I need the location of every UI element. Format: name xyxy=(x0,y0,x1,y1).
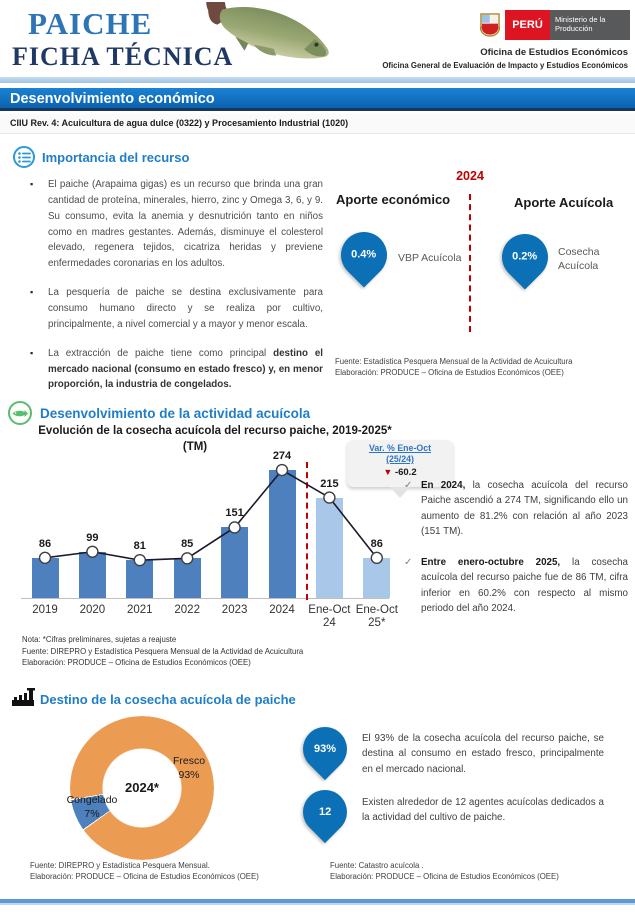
badge-12-text: Existen alrededor de 12 agentes acuícolas dedicados a la actividad del cultivo de paiche. xyxy=(362,797,604,824)
x-axis-label: Ene-Oct 24 xyxy=(308,604,351,630)
office-line-1: Oficina de Estudios Económicos xyxy=(480,47,628,58)
agents-12-pin-badge xyxy=(294,781,356,843)
factory-icon xyxy=(12,688,36,713)
office-line-2: Oficina General de Evaluación de Impacto y Estudios Económicos xyxy=(382,61,628,70)
bar-value-label: 274 xyxy=(272,450,292,463)
x-axis-label: 2019 xyxy=(32,604,58,616)
congelado-label: Congelado 7% xyxy=(66,794,118,821)
bar-2022 xyxy=(174,558,201,598)
agents-12-value: 12 xyxy=(318,806,332,818)
peru-coat-of-arms-icon xyxy=(478,10,502,40)
variation-label-1: Var. % Ene-Oct xyxy=(368,443,432,453)
bar-2021 xyxy=(126,560,153,598)
actividad-title: Desenvolvimiento de la actividad acuícola xyxy=(40,406,311,421)
badges-source: Fuente: Catastro acuícola . Elaboración: PRODUCE – Oficina de Estudios Económicos (OEE) xyxy=(330,861,559,882)
fresco-label: Fresco 93% xyxy=(172,755,206,782)
bar-Ene-Oct 24 xyxy=(316,498,343,598)
list-icon xyxy=(13,146,35,168)
list-item: ▪ La extracción de paiche tiene como principal destino el mercado nacional (consumo en estado fresco) y, en menor proporción, la industria de congelados. xyxy=(28,346,323,394)
destino-title: Destino de la cosecha acuícola de paiche xyxy=(40,692,296,707)
vbp-pin-badge xyxy=(331,222,396,287)
x-axis-label: 2024 xyxy=(269,604,295,616)
aporte-year: 2024 xyxy=(456,169,484,183)
ciiu-banner: CIIU Rev. 4: Acuicultura de agua dulce (0322) y Procesamiento Industrial (1020) xyxy=(0,114,635,134)
x-axis-label: 2023 xyxy=(221,604,248,616)
list-item: ▪ El paiche (Arapaima gigas) es un recurso que brinda una gran cantidad de proteína, minerales, hierro, zinc y Omega 3, 6, y 9. Su consumo, evita la anemia y desnutrición tanto en niños como en madres gestantes. Además, disminuye el colesterol elevado, regenera tejidos, cicatriza heridas y previene enfermedades coronarias en los adultos. xyxy=(28,177,323,272)
cosecha-pin-badge xyxy=(492,224,557,289)
aporte-divider xyxy=(469,194,471,332)
list-item: ✓ Entre enero-octubre 2025, la cosecha acuícola del recurso paiche fue de 86 TM, cifra inferior en 60.2% con respecto al mismo periodo del año 2024. xyxy=(404,555,628,617)
section-banner: Desenvolvimiento económico xyxy=(0,88,635,111)
badge-93-text: El 93% de la cosecha acuícola del recurso paiche, se destina al consumo en estado fresco, principalmente en el mercado nacional. xyxy=(362,733,604,775)
bar-value-label: 81 xyxy=(133,540,146,553)
chart-baseline xyxy=(21,598,389,599)
bar-value-label: 99 xyxy=(86,531,99,544)
cosecha-bar-chart xyxy=(15,450,398,630)
actividad-findings-list xyxy=(404,478,628,632)
list-item: ✓ En 2024, la cosecha acuícola del recurso Paiche ascendió a 274 TM, significando ello un aumento de 81.2% con relación al año 2023 (151 TM). xyxy=(404,478,628,540)
bar-value-label: 85 xyxy=(181,538,194,551)
chart-unit-label: (TM) xyxy=(182,441,208,453)
chart-notes: Nota: *Cifras preliminares, sujetas a reajuste Fuente: DIREPRO y Estadística Pesquera Mensual de la Actividad de Acuicultura Elaboración: PRODUCE – Oficina de Estudios Económicos (OEE) xyxy=(22,635,304,668)
x-axis-label: 2020 xyxy=(79,604,106,616)
down-triangle-icon: ▼ xyxy=(383,466,393,477)
destino-source: Fuente: DIREPRO y Estadística Pesquera Mensual. Elaboración: PRODUCE – Oficina de Estudios Económicos (OEE) xyxy=(30,861,259,882)
importancia-bullet-list xyxy=(28,177,323,406)
footer-bar xyxy=(0,899,635,905)
header-divider-strip xyxy=(0,77,635,83)
bar-value-label: 151 xyxy=(225,507,244,520)
variation-label-2: (25/24) xyxy=(386,453,414,464)
variation-value: -60.2 xyxy=(394,466,417,478)
x-axis-label: Ene-Oct 25* xyxy=(355,604,398,630)
bar-value-label: 215 xyxy=(320,477,339,490)
vbp-label: VBP Acuícola xyxy=(398,252,462,264)
aporte-source: Fuente: Estadística Pesquera Mensual de la Actividad de Acuicultura Elaboración: PRODUCE – Oficina de Estudios Económicos (OEE) xyxy=(335,357,573,378)
donut-center-label: 2024* xyxy=(125,780,159,795)
cosecha-value: 0.2% xyxy=(512,250,538,263)
bar-2020 xyxy=(79,552,106,598)
aporte-economico-title: Aporte económico xyxy=(336,192,451,207)
peru-logo: PERÚ xyxy=(505,10,550,40)
bar-2019 xyxy=(32,558,59,598)
ministry-logo xyxy=(478,10,630,40)
x-axis-label: 2022 xyxy=(174,604,200,616)
bar-2023 xyxy=(221,527,248,598)
cosecha-label: Cosecha Acuícola xyxy=(558,246,600,272)
bar-Ene-Oct 25* xyxy=(363,558,390,598)
importancia-title: Importancia del recurso xyxy=(42,150,190,165)
page-title: PAICHE xyxy=(28,6,153,41)
paiche-fish-image xyxy=(196,2,346,76)
fish-icon xyxy=(8,401,32,425)
vbp-value: 0.4% xyxy=(351,248,377,261)
pct-93-value: 93% xyxy=(313,743,337,755)
bar-value-label: 86 xyxy=(38,537,52,550)
chart-title: Evolución de la cosecha acuícola del recurso paiche, 2019-2025* xyxy=(38,425,392,437)
aporte-acuicola-title: Aporte Acuícola xyxy=(514,195,614,210)
pct-93-pin-badge xyxy=(294,718,356,780)
page-subtitle: FICHA TÉCNICA xyxy=(12,42,234,71)
bar-2024 xyxy=(269,470,296,598)
x-axis-label: 2021 xyxy=(127,604,153,616)
ministry-name: Ministerio de la Producción xyxy=(550,10,630,40)
bar-value-label: 86 xyxy=(370,537,383,550)
list-item: ▪ La pesquería de paiche se destina exclusivamente para consumo humano directo y se realiza por cultivo, principalmente, a nivel comercial y a mayor y menor escala. xyxy=(28,285,323,333)
